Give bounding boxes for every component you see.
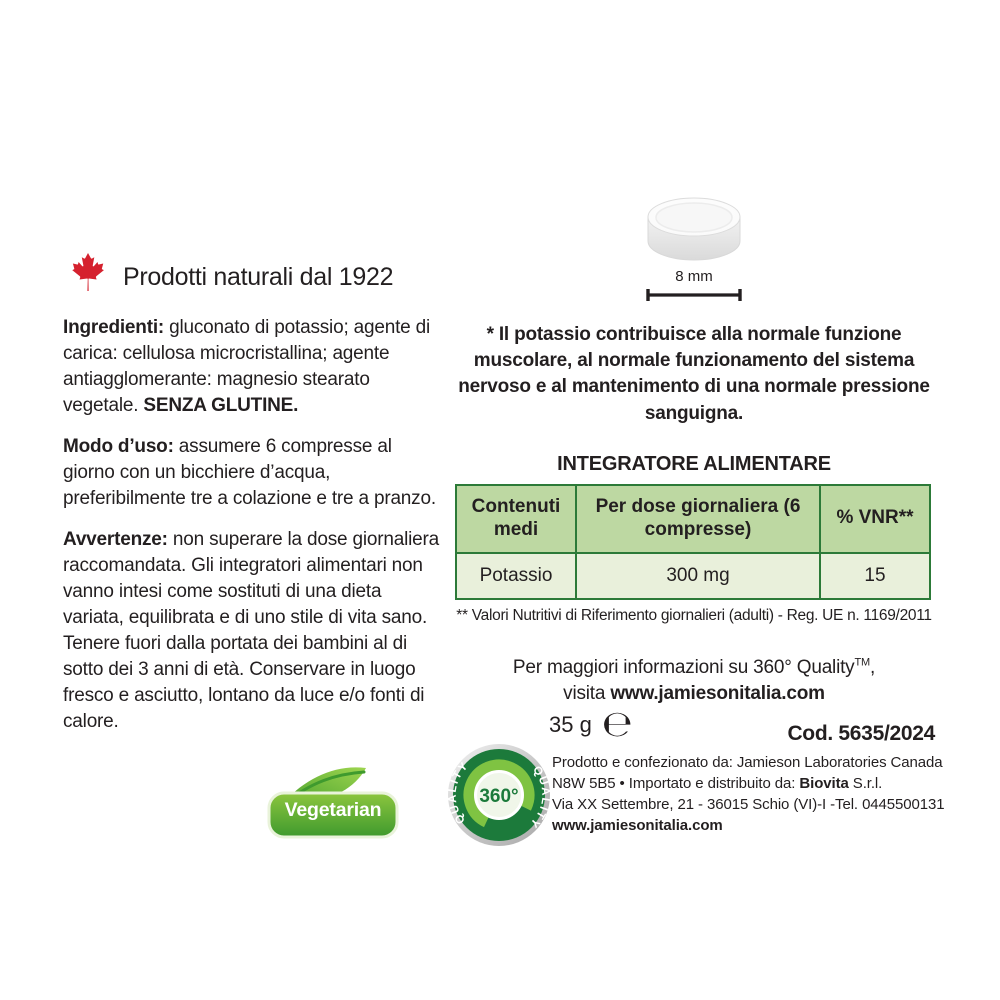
vegetarian-label: Vegetarian [284, 799, 382, 821]
table-header-row [456, 485, 930, 553]
vegetarian-badge [266, 760, 400, 840]
producer-info [552, 752, 952, 836]
tablet-size-label: 8 mm [675, 268, 713, 285]
quality-360-badge [447, 743, 551, 847]
usage-text: assumere 6 compresse al giorno con un bicchiere d’acqua, preferibilmente tre a colazione e tre a pranzo. [63, 436, 436, 510]
info-line1: Per maggiori informazioni su 360° Quality [512, 656, 855, 678]
more-info-text [455, 655, 933, 708]
usage-paragraph [63, 434, 447, 512]
tablet-image [635, 190, 753, 266]
cell-vnr: 15 [820, 553, 930, 599]
distributor-name: Biovita [799, 775, 849, 792]
size-ruler [646, 288, 742, 302]
warnings-text: non superare la dose giornaliera raccomandata. Gli integratori alimentari non vanno intesi come sostituti di una dieta variata, equilibrata e di uno stile di vita sano. Tenere fuori dalla portata dei bambini al di sotto dei 3 anni di età. Conservare in luogo fresco e asciutto, lontano da luce e/o fonti di calore. [63, 529, 440, 733]
maple-leaf-icon [63, 252, 113, 302]
warnings-paragraph [63, 527, 447, 735]
producer-line-3: Via XX Settembre, 21 - 36015 Schio (VI)-I -Tel. 0445500131 [552, 796, 945, 813]
info-comma: , [869, 656, 876, 678]
supplement-facts-table [455, 484, 931, 600]
warnings-label: Avvertenze: [63, 529, 168, 551]
header-contenuti-medi: Contenuti medi [456, 485, 576, 553]
net-weight: 35 g [549, 712, 592, 737]
badge-quality-text-right: QUALITY [526, 764, 551, 831]
brand-row [63, 252, 447, 302]
cell-nutrient: Potassio [456, 553, 576, 599]
health-claim: * Il potassio contribuisce alla normale funzione muscolare, al normale funzionamento del sistema nervoso e al mantenimento di una normale pressione sanguigna. [458, 324, 930, 424]
badge-quality-text-left: QUALITY [447, 759, 472, 826]
ingredients-text: gluconato di potassio; agente di carica: cellulosa microcristallina; agente antiagglomerante: magnesio stearato vegetale. [63, 317, 430, 417]
producer-website: www.jamiesonitalia.com [552, 817, 723, 834]
left-column [63, 252, 447, 750]
trademark-superscript: TM [854, 656, 870, 669]
brand-tagline: Prodotti naturali dal 1922 [123, 262, 394, 291]
table-footnote: ** Valori Nutritivi di Riferimento giornalieri (adulti) - Reg. UE n. 1169/2011 [456, 606, 932, 624]
producer-line-2 [552, 773, 952, 794]
producer-line-1: Prodotto e confezionato da: Jamieson Laboratories Canada [552, 754, 943, 771]
info-website: www.jamiesonitalia.com [610, 683, 825, 705]
badge-360-center-text: 360° [479, 786, 519, 807]
header-per-dose: Per dose giornaliera (6 compresse) [576, 485, 820, 553]
table-row [456, 553, 930, 599]
quality-360-badge-icon [447, 743, 551, 847]
usage-label: Modo d’uso: [63, 436, 174, 458]
product-code: Cod. 5635/2024 [787, 722, 935, 745]
net-weight-row [549, 704, 633, 745]
gluten-free-statement: SENZA GLUTINE. [143, 395, 299, 417]
estimated-sign: ℮ [601, 704, 633, 745]
header-vnr: % VNR** [820, 485, 930, 553]
cell-amount: 300 mg [576, 553, 820, 599]
ingredients-label: Ingredienti: [63, 317, 165, 338]
producer-line2-prefix: N8W 5B5 • Importato e distribuito da: [552, 775, 800, 792]
supplement-table-title: INTEGRATORE ALIMENTARE [557, 452, 831, 475]
info-line2-prefix: visita [563, 683, 611, 705]
right-column [455, 190, 933, 708]
producer-line2-suffix: S.r.l. [848, 775, 883, 792]
tablet-figure [455, 190, 933, 302]
ingredients-paragraph [63, 315, 447, 419]
